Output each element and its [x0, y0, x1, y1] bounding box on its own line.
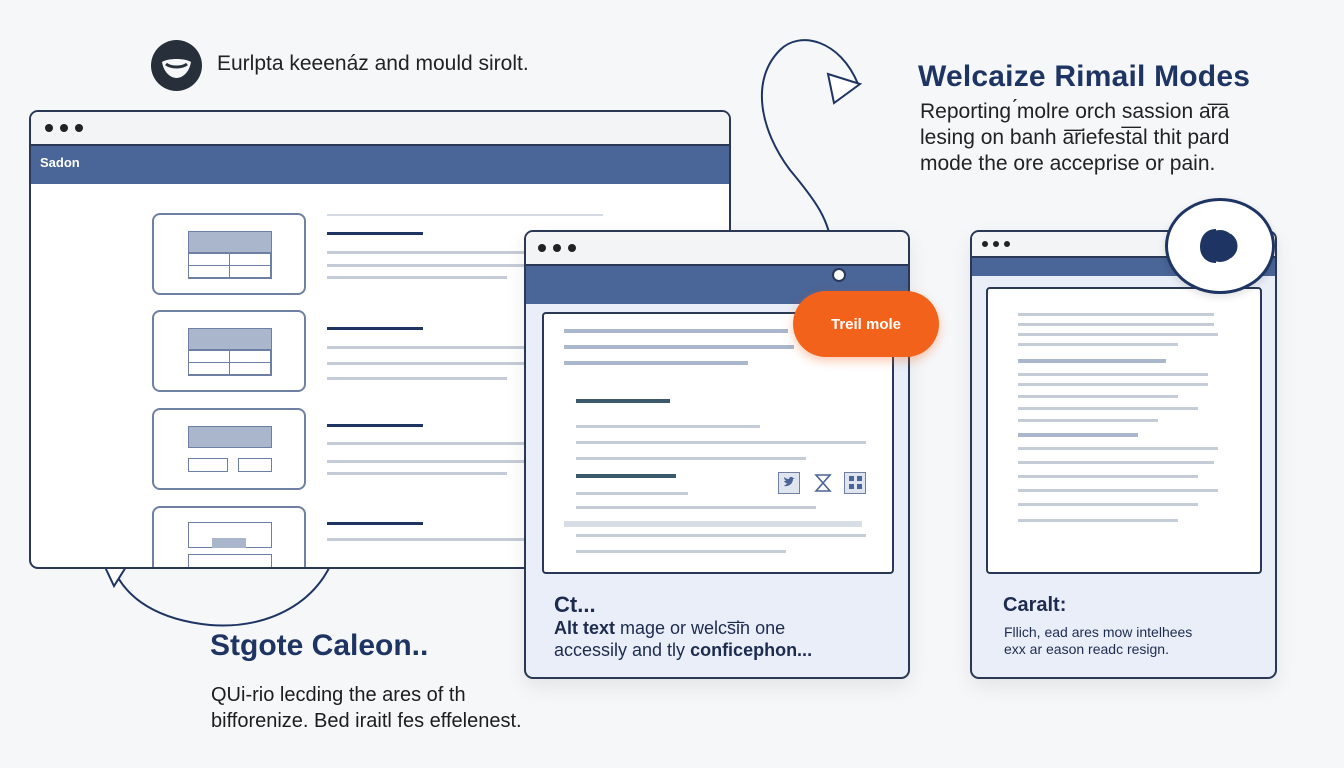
- thumbnail-box: [238, 458, 272, 472]
- text-line: [576, 457, 806, 460]
- trial-mode-button[interactable]: Treil mole: [793, 291, 939, 357]
- text-line: [1018, 313, 1214, 316]
- text-line: [564, 329, 788, 333]
- window-navbar: [31, 146, 729, 184]
- thumbnail-grid: [188, 350, 272, 376]
- pin-dot: [832, 268, 846, 282]
- profile-badge-icon[interactable]: [1165, 198, 1275, 294]
- hourglass-icon[interactable]: [812, 472, 834, 494]
- text-line: [576, 506, 816, 509]
- text-line: [1018, 407, 1198, 410]
- text-line: [576, 492, 688, 495]
- text-line: [327, 472, 507, 475]
- item-heading-line: [1018, 359, 1166, 363]
- text-line: [1018, 333, 1218, 336]
- text-line: [1018, 489, 1218, 492]
- text-line: [327, 276, 507, 279]
- item-heading-line: [327, 424, 423, 427]
- text-line: [327, 460, 527, 463]
- hero-title: Welcaize Rimail Modes: [918, 60, 1251, 93]
- mobile-window: [970, 230, 1277, 679]
- thumbnail-box: [188, 554, 272, 569]
- section-line: QUi-rio lecding the ares of th: [211, 684, 466, 706]
- text-line: [564, 345, 794, 349]
- preview-caption-title: Ct...: [554, 592, 596, 617]
- thumbnail-grid: [188, 253, 272, 279]
- tagline: Eurlpta keeenáz and mould sirolt.: [217, 52, 529, 75]
- list-item-card[interactable]: [152, 408, 306, 490]
- hero-line: mode the ore acceprise or pain.: [920, 152, 1216, 175]
- document-preview: [986, 287, 1262, 574]
- item-heading-line: [1018, 433, 1138, 437]
- window-control-dot[interactable]: [75, 124, 83, 132]
- window-control-dot[interactable]: [568, 244, 576, 252]
- twitter-icon[interactable]: [778, 472, 800, 494]
- window-control-dot[interactable]: [553, 244, 561, 252]
- item-heading-line: [576, 399, 670, 403]
- text-line: [564, 361, 748, 365]
- section-description: [211, 682, 522, 734]
- text-line: [1018, 461, 1214, 464]
- smile-logo-icon: [151, 40, 202, 91]
- window-control-dot[interactable]: [60, 124, 68, 132]
- item-heading-line: [576, 474, 676, 478]
- section-line: bifforenize. Bed iraitl fes effelenest.: [211, 710, 522, 732]
- grid-icon[interactable]: [844, 472, 866, 494]
- thumbnail-header: [212, 538, 246, 548]
- caption-text: accessily and tly: [554, 640, 691, 660]
- text-line: [1018, 475, 1198, 478]
- hero-line: Reporting ́molre orch sassion ar͞a: [920, 100, 1230, 123]
- window-control-dot[interactable]: [45, 124, 53, 132]
- hero-description: [920, 99, 1330, 177]
- thumbnail-header: [188, 328, 272, 350]
- text-line: [1018, 419, 1158, 422]
- text-line: [1018, 519, 1178, 522]
- nav-label[interactable]: Sadon: [40, 155, 80, 170]
- caption-bold: conficephon...: [690, 640, 813, 660]
- preview-caption-line: [554, 640, 812, 661]
- thumbnail-header: [188, 231, 272, 253]
- thumbnail-header: [188, 426, 272, 448]
- mobile-caption-title: Caralt:: [1003, 594, 1067, 616]
- text-line: [1018, 323, 1214, 326]
- mobile-caption-line: Fllich, ead ares mow intelhees: [1004, 624, 1193, 640]
- text-line: [1018, 383, 1208, 386]
- list-item-card[interactable]: [152, 213, 306, 295]
- item-heading-line: [327, 327, 423, 330]
- text-line: [327, 346, 547, 349]
- text-line: [564, 521, 862, 527]
- window-titlebar: [31, 112, 729, 146]
- text-line: [1018, 503, 1198, 506]
- window-control-dot[interactable]: [538, 244, 546, 252]
- thumbnail-box: [188, 458, 228, 472]
- window-control-dot[interactable]: [993, 241, 999, 247]
- text-line: [327, 538, 527, 541]
- window-control-dot[interactable]: [1004, 241, 1010, 247]
- text-line: [1018, 447, 1218, 450]
- text-line: [327, 251, 547, 254]
- text-line: [327, 362, 527, 365]
- section-title: Stgote Caleon..: [210, 629, 429, 662]
- text-line: [327, 264, 527, 267]
- window-titlebar: [526, 232, 908, 266]
- item-heading-line: [327, 522, 423, 525]
- text-line: [576, 550, 786, 553]
- text-line: [327, 442, 527, 445]
- list-item-card[interactable]: [152, 506, 306, 569]
- text-line: [576, 534, 866, 537]
- text-line: [1018, 343, 1178, 346]
- window-control-dot[interactable]: [982, 241, 988, 247]
- item-heading-line: [327, 232, 423, 235]
- text-line: [576, 441, 866, 444]
- text-line: [327, 377, 507, 380]
- hero-line: lesing on banh a͞riefest͞al thit pard: [920, 126, 1230, 149]
- text-line: [327, 214, 603, 216]
- text-line: [1018, 395, 1178, 398]
- caption-text: mage or welcs͞in one: [615, 618, 786, 638]
- text-line: [576, 425, 760, 428]
- mobile-caption-line: exx ar eason readc resign.: [1004, 641, 1169, 657]
- list-item-card[interactable]: [152, 310, 306, 392]
- preview-caption-line: [554, 618, 785, 639]
- text-line: [1018, 373, 1208, 376]
- caption-bold: Alt text: [554, 618, 616, 638]
